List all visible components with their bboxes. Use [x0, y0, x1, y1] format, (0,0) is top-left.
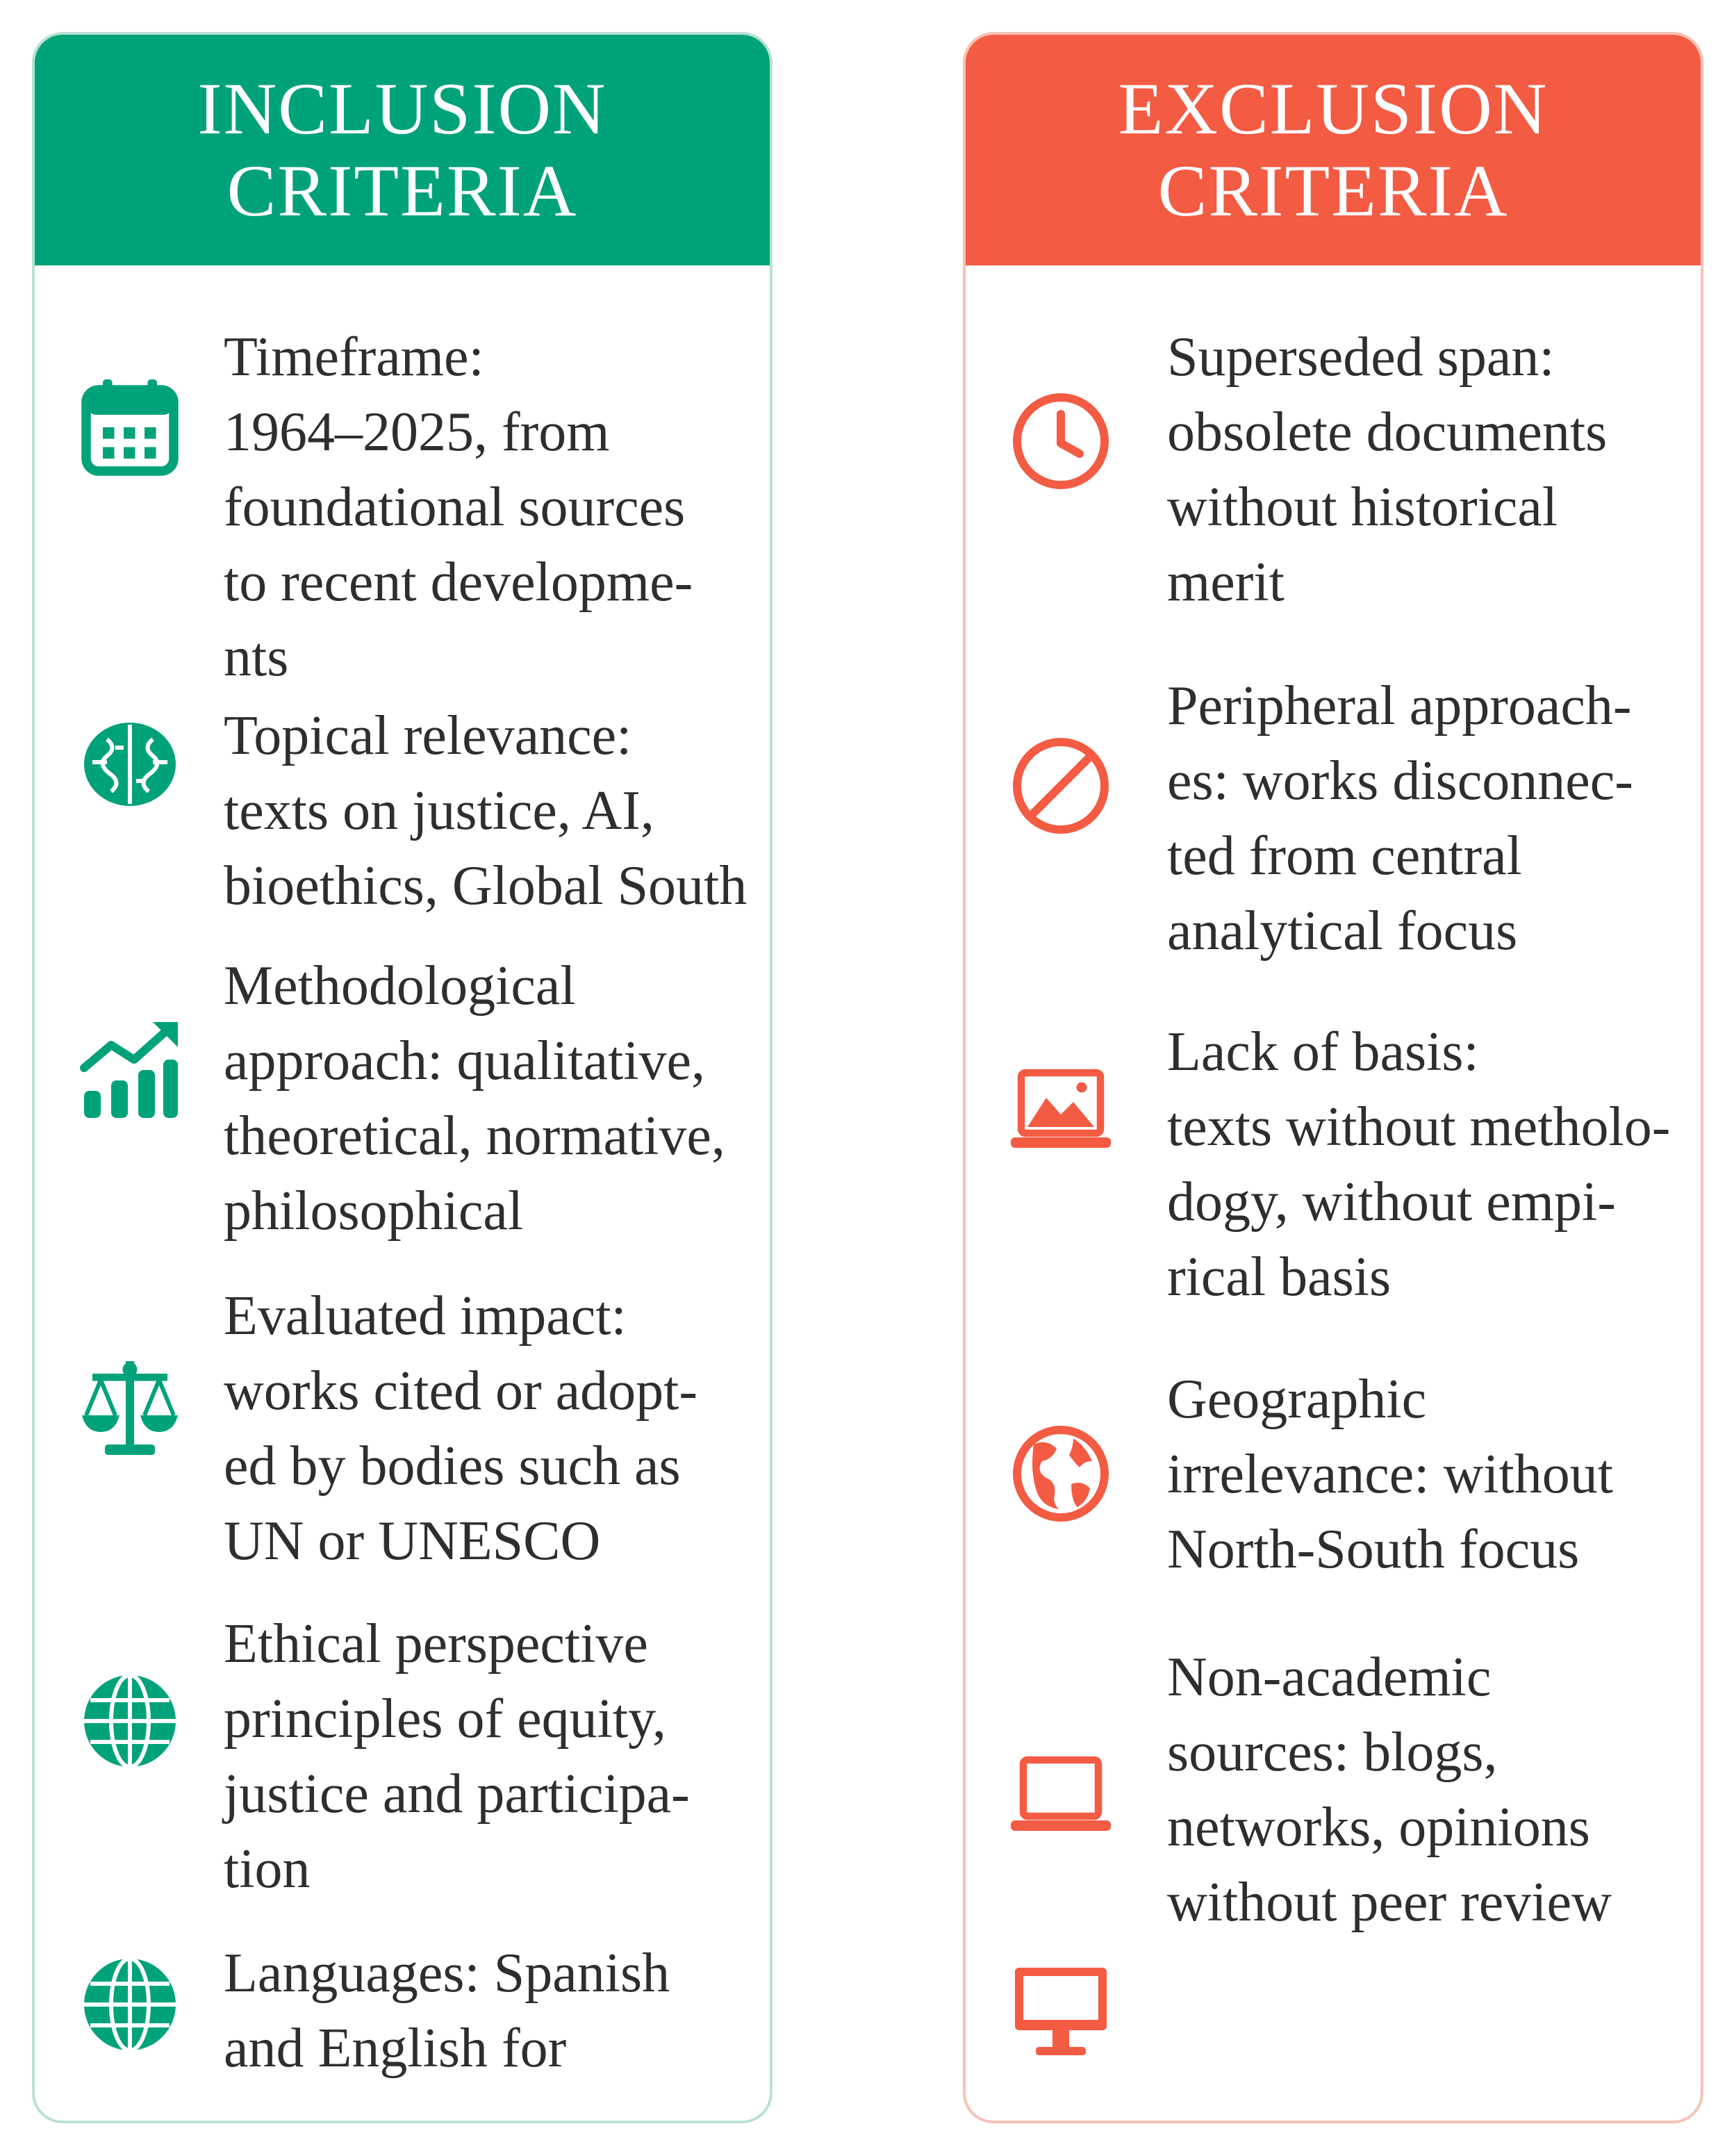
exclusion-item-text: Lack of basis: texts without metholo- dogy, without empi- rical basis — [1167, 1021, 1671, 1308]
inclusion-item-text: Topical relevance: texts on justice, AI, bioethics, Global South — [224, 705, 748, 916]
inclusion-criteria-panel — [32, 32, 773, 2123]
exclusion-item-text: Superseded span: obsolete documents without historical merit — [1167, 327, 1608, 613]
inclusion-item-text: Methodological approach: qualitative, theoretical, normative, philosophical — [224, 955, 725, 1242]
globe-icon — [78, 1669, 182, 1773]
laptop-icon — [1009, 1741, 1113, 1845]
exclusion-item-text: Geographic irrelevance: without North-South focus — [1167, 1369, 1613, 1580]
globe-icon — [78, 1952, 182, 2057]
chart-growth-icon — [78, 1018, 182, 1122]
inclusion-title-line2: CRITERIA — [226, 150, 578, 231]
prohibited-icon — [1009, 734, 1113, 838]
clock-icon — [1009, 389, 1113, 493]
brain-icon — [78, 712, 182, 816]
exclusion-title-line1: EXCLUSION — [1118, 68, 1549, 149]
exclusion-criteria-panel — [963, 32, 1703, 2123]
inclusion-item-text: Languages: Spanish and English for — [224, 1943, 670, 2079]
exclusion-header — [966, 35, 1701, 265]
inclusion-title-line1: INCLUSION — [197, 68, 607, 149]
inclusion-header — [35, 35, 770, 265]
exclusion-item-text: Non-academic sources: blogs, networks, opinions without peer review — [1167, 1647, 1612, 1933]
image-laptop-icon — [1009, 1056, 1113, 1160]
inclusion-item-text: Ethical perspective principles of equity, justice and participa- tion — [224, 1613, 690, 1900]
calendar-icon — [78, 375, 182, 479]
exclusion-title-line2: CRITERIA — [1157, 150, 1509, 231]
inclusion-item-text: Evaluated impact: works cited or adopt- ed by bodies such as UN or UNESCO — [224, 1285, 698, 1572]
monitor-icon — [1009, 1959, 1113, 2064]
inclusion-item-text: Timeframe: 1964–2025, from foundational sources to recent developme- nts — [224, 327, 693, 688]
scale-icon — [78, 1355, 182, 1459]
exclusion-item-text: Peripheral approach- es: works disconnec- ted from central analytical focus — [1167, 675, 1633, 962]
globe-americas-icon — [1009, 1422, 1113, 1526]
